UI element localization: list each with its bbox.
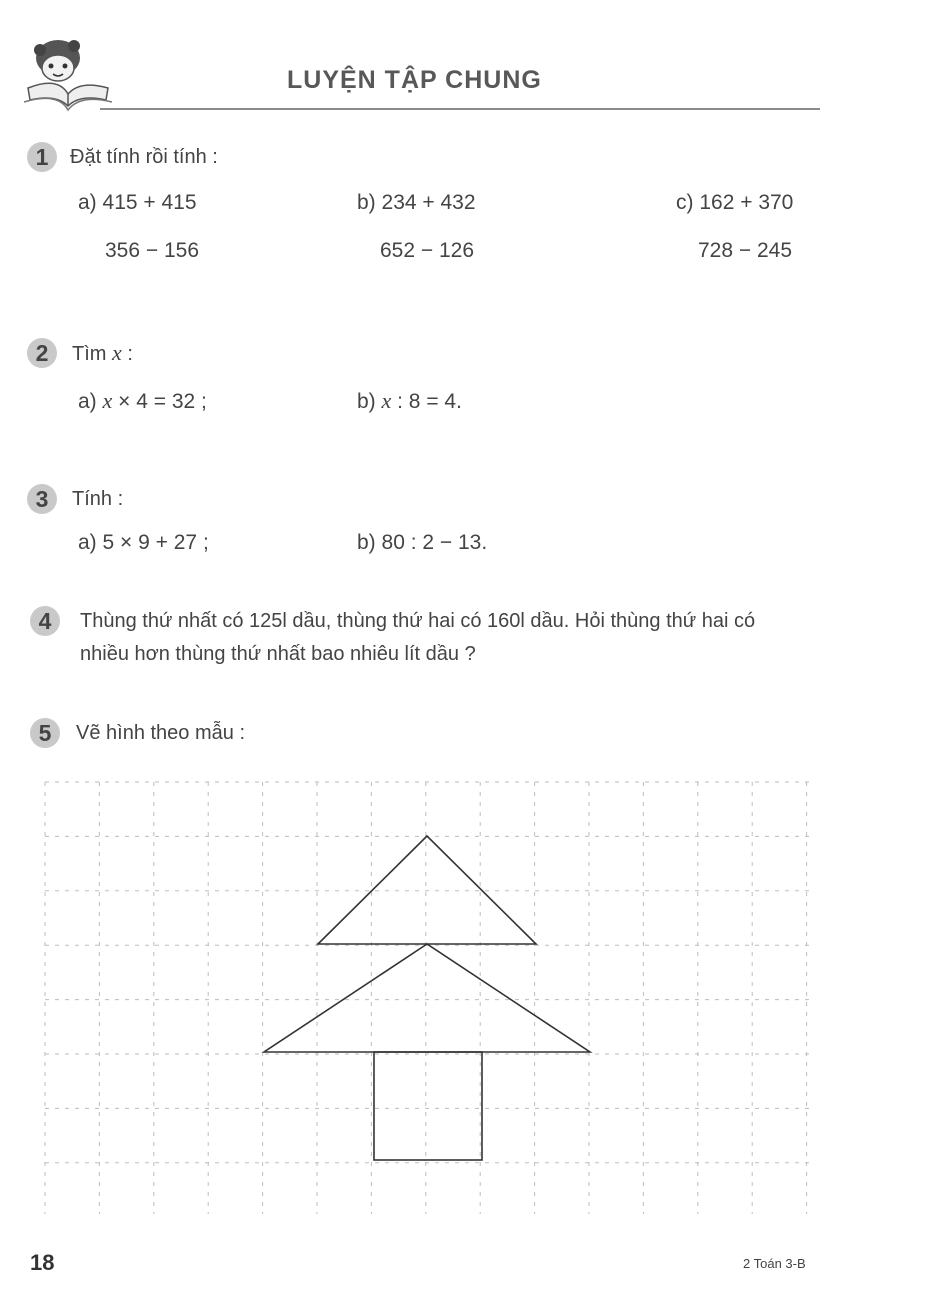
item-expression: : 8 = 4. [391, 390, 462, 413]
exercise-4-badge: 4 [30, 606, 60, 636]
exercise-1-prompt: Đặt tính rồi tính : [70, 146, 218, 168]
exercise-1b-second: 652 − 126 [380, 239, 475, 262]
item-expression: 415 + 415 [102, 191, 197, 214]
grid-lines [45, 782, 810, 1214]
item-expression: 80 : 2 − 13. [381, 531, 488, 554]
exercise-2a [78, 388, 207, 414]
variable-x: x [112, 340, 122, 365]
christmas-tree-drawing [264, 836, 590, 1160]
exercise-1-badge: 1 [27, 142, 57, 172]
exercise-5-prompt: Vẽ hình theo mẫu : [76, 722, 246, 744]
exercise-1a-second: 356 − 156 [105, 239, 200, 262]
item-expression: 5 × 9 + 27 ; [102, 531, 209, 554]
exercise-3b [357, 531, 487, 555]
page-number: 18 [30, 1250, 55, 1275]
variable-x: x [381, 388, 392, 413]
item-label: b) [357, 390, 376, 413]
exercise-2b [357, 388, 462, 414]
exercise-1b [357, 191, 476, 215]
tree-top-triangle [318, 836, 536, 944]
exercise-4-line-2: nhiều hơn thùng thứ nhất bao nhiêu lít dầu ? [80, 643, 476, 665]
item-label: a) [78, 531, 97, 554]
item-expression: 234 + 432 [381, 191, 476, 214]
child-reading-book-icon [18, 36, 114, 116]
exercise-3a [78, 531, 209, 555]
item-expression: 162 + 370 [699, 191, 794, 214]
prompt-text: Tìm [72, 343, 107, 365]
title-rule [100, 108, 820, 110]
exercise-2-badge: 2 [27, 338, 57, 368]
exercise-3-badge: 3 [27, 484, 57, 514]
item-label: c) [676, 191, 694, 214]
tree-trunk [374, 1052, 482, 1160]
item-expression: × 4 = 32 ; [112, 390, 207, 413]
page-title: LUYỆN TẬP CHUNG [287, 66, 542, 94]
drawing-grid [0, 760, 934, 1230]
exercise-3-prompt: Tính : [72, 488, 124, 510]
tree-bottom-triangle [264, 944, 590, 1052]
exercise-1a [78, 191, 197, 215]
item-label: b) [357, 531, 376, 554]
item-label: a) [78, 390, 97, 413]
exercise-1c [676, 191, 793, 215]
item-label: a) [78, 191, 97, 214]
exercise-1c-second: 728 − 245 [698, 239, 793, 262]
item-label: b) [357, 191, 376, 214]
exercise-5-badge: 5 [30, 718, 60, 748]
exercise-2-prompt [72, 340, 133, 366]
prompt-suffix: : [121, 343, 133, 365]
exercise-4-line-1: Thùng thứ nhất có 125l dầu, thùng thứ hai có 160l dầu. Hỏi thùng thứ hai có [80, 610, 756, 632]
book-label: 2 Toán 3-B [743, 1256, 806, 1271]
variable-x: x [102, 388, 113, 413]
